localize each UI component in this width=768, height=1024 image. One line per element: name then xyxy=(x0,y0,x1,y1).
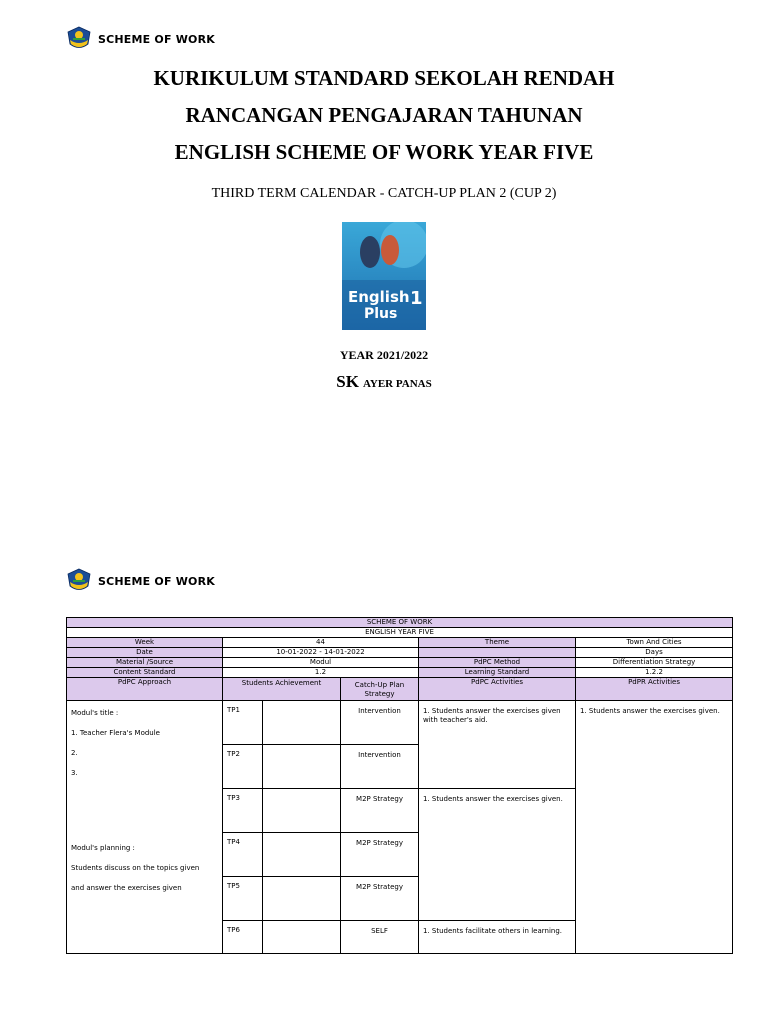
learning-standard-label: Learning Standard xyxy=(419,668,576,678)
school-crest-icon xyxy=(66,26,92,52)
pdpr-activity: 1. Students answer the exercises given. xyxy=(576,701,733,954)
modul-title: Modul's title : xyxy=(71,709,119,717)
modul-cell xyxy=(67,701,223,954)
pdpc-activity-3: 1. Students facilitate others in learning. xyxy=(419,921,576,954)
school-label: AYER PANAS xyxy=(362,378,432,390)
tp-blank xyxy=(263,833,341,877)
school-prefix: SK xyxy=(336,372,359,391)
tp-label: TP3 xyxy=(223,789,263,833)
theme-label: Theme xyxy=(419,638,576,648)
modul-planning: Modul's planning : xyxy=(71,844,135,852)
page-header-2 xyxy=(66,568,215,594)
tp-label: TP6 xyxy=(223,921,263,954)
header-label: SCHEME OF WORK xyxy=(98,32,215,46)
tp-blank xyxy=(263,701,341,745)
week-value: 44 xyxy=(223,638,419,648)
cover-word-plus: Plus xyxy=(364,306,398,322)
cover-word-english: English xyxy=(348,288,410,306)
strategy: SELF xyxy=(341,921,419,954)
pdpc-activity-2: 1. Students answer the exercises given. xyxy=(419,789,576,921)
col-students-achievement: Students Achievement xyxy=(223,678,341,701)
content-standard-label: Content Standard xyxy=(67,668,223,678)
material-value: Modul xyxy=(223,658,419,668)
date-value: 10-01-2022 - 14-01-2022 xyxy=(223,648,419,658)
theme-value: Town And Cities xyxy=(576,638,733,648)
strategy: M2P Strategy xyxy=(341,877,419,921)
content-standard-value: 1.2 xyxy=(223,668,419,678)
cover-number: 1 xyxy=(410,288,423,309)
modul-item-3: 3. xyxy=(71,769,78,777)
strategy: Intervention xyxy=(341,745,419,789)
week-label: Week xyxy=(67,638,223,648)
modul-planning-line-2: and answer the exercises given xyxy=(71,884,182,892)
strategy: Intervention xyxy=(341,701,419,745)
material-label: Material /Source xyxy=(67,658,223,668)
method-label: PdPC Method xyxy=(419,658,576,668)
learning-standard-value: 1.2.2 xyxy=(576,668,733,678)
school-crest-icon xyxy=(66,568,92,594)
tp-blank xyxy=(263,921,341,954)
table-subtitle: ENGLISH YEAR FIVE xyxy=(67,628,733,638)
tp-blank xyxy=(263,789,341,833)
days-value: Days xyxy=(576,648,733,658)
date-blank xyxy=(419,648,576,658)
tp-label: TP5 xyxy=(223,877,263,921)
tp-label: TP1 xyxy=(223,701,263,745)
tp-label: TP2 xyxy=(223,745,263,789)
academic-year: YEAR 2021/2022 xyxy=(339,348,429,362)
strategy: M2P Strategy xyxy=(341,833,419,877)
strategy: M2P Strategy xyxy=(341,789,419,833)
title-line-1: KURIKULUM STANDARD SEKOLAH RENDAH xyxy=(153,66,615,90)
page-header xyxy=(66,26,215,52)
method-value: Differentiation Strategy xyxy=(576,658,733,668)
date-label: Date xyxy=(67,648,223,658)
col-catchup-strategy: Catch-Up Plan Strategy xyxy=(341,678,419,701)
tp-label: TP4 xyxy=(223,833,263,877)
col-pdpc-activities: PdPC Activities xyxy=(419,678,576,701)
tp-blank xyxy=(263,745,341,789)
tp-blank xyxy=(263,877,341,921)
pdpc-activity-1: 1. Students answer the exercises given with teacher's aid. xyxy=(419,701,576,789)
col-pdpr-activities: PdPR Activities xyxy=(576,678,733,701)
modul-item-1: 1. Teacher Flera's Module xyxy=(71,729,160,737)
col-approach: PdPC Approach xyxy=(67,678,223,701)
subtitle: THIRD TERM CALENDAR - CATCH-UP PLAN 2 (CUP 2) xyxy=(211,186,557,201)
title-line-2: RANCANGAN PENGAJARAN TAHUNAN xyxy=(185,103,583,127)
title-line-3: ENGLISH SCHEME OF WORK YEAR FIVE xyxy=(174,140,594,164)
table-title: SCHEME OF WORK xyxy=(67,618,733,628)
school-name xyxy=(0,372,768,392)
scheme-of-work-table xyxy=(66,617,733,954)
book-cover-image xyxy=(342,222,426,330)
header-label-2: SCHEME OF WORK xyxy=(98,574,215,588)
modul-item-2: 2. xyxy=(71,749,78,757)
modul-planning-line-1: Students discuss on the topics given xyxy=(71,864,200,872)
